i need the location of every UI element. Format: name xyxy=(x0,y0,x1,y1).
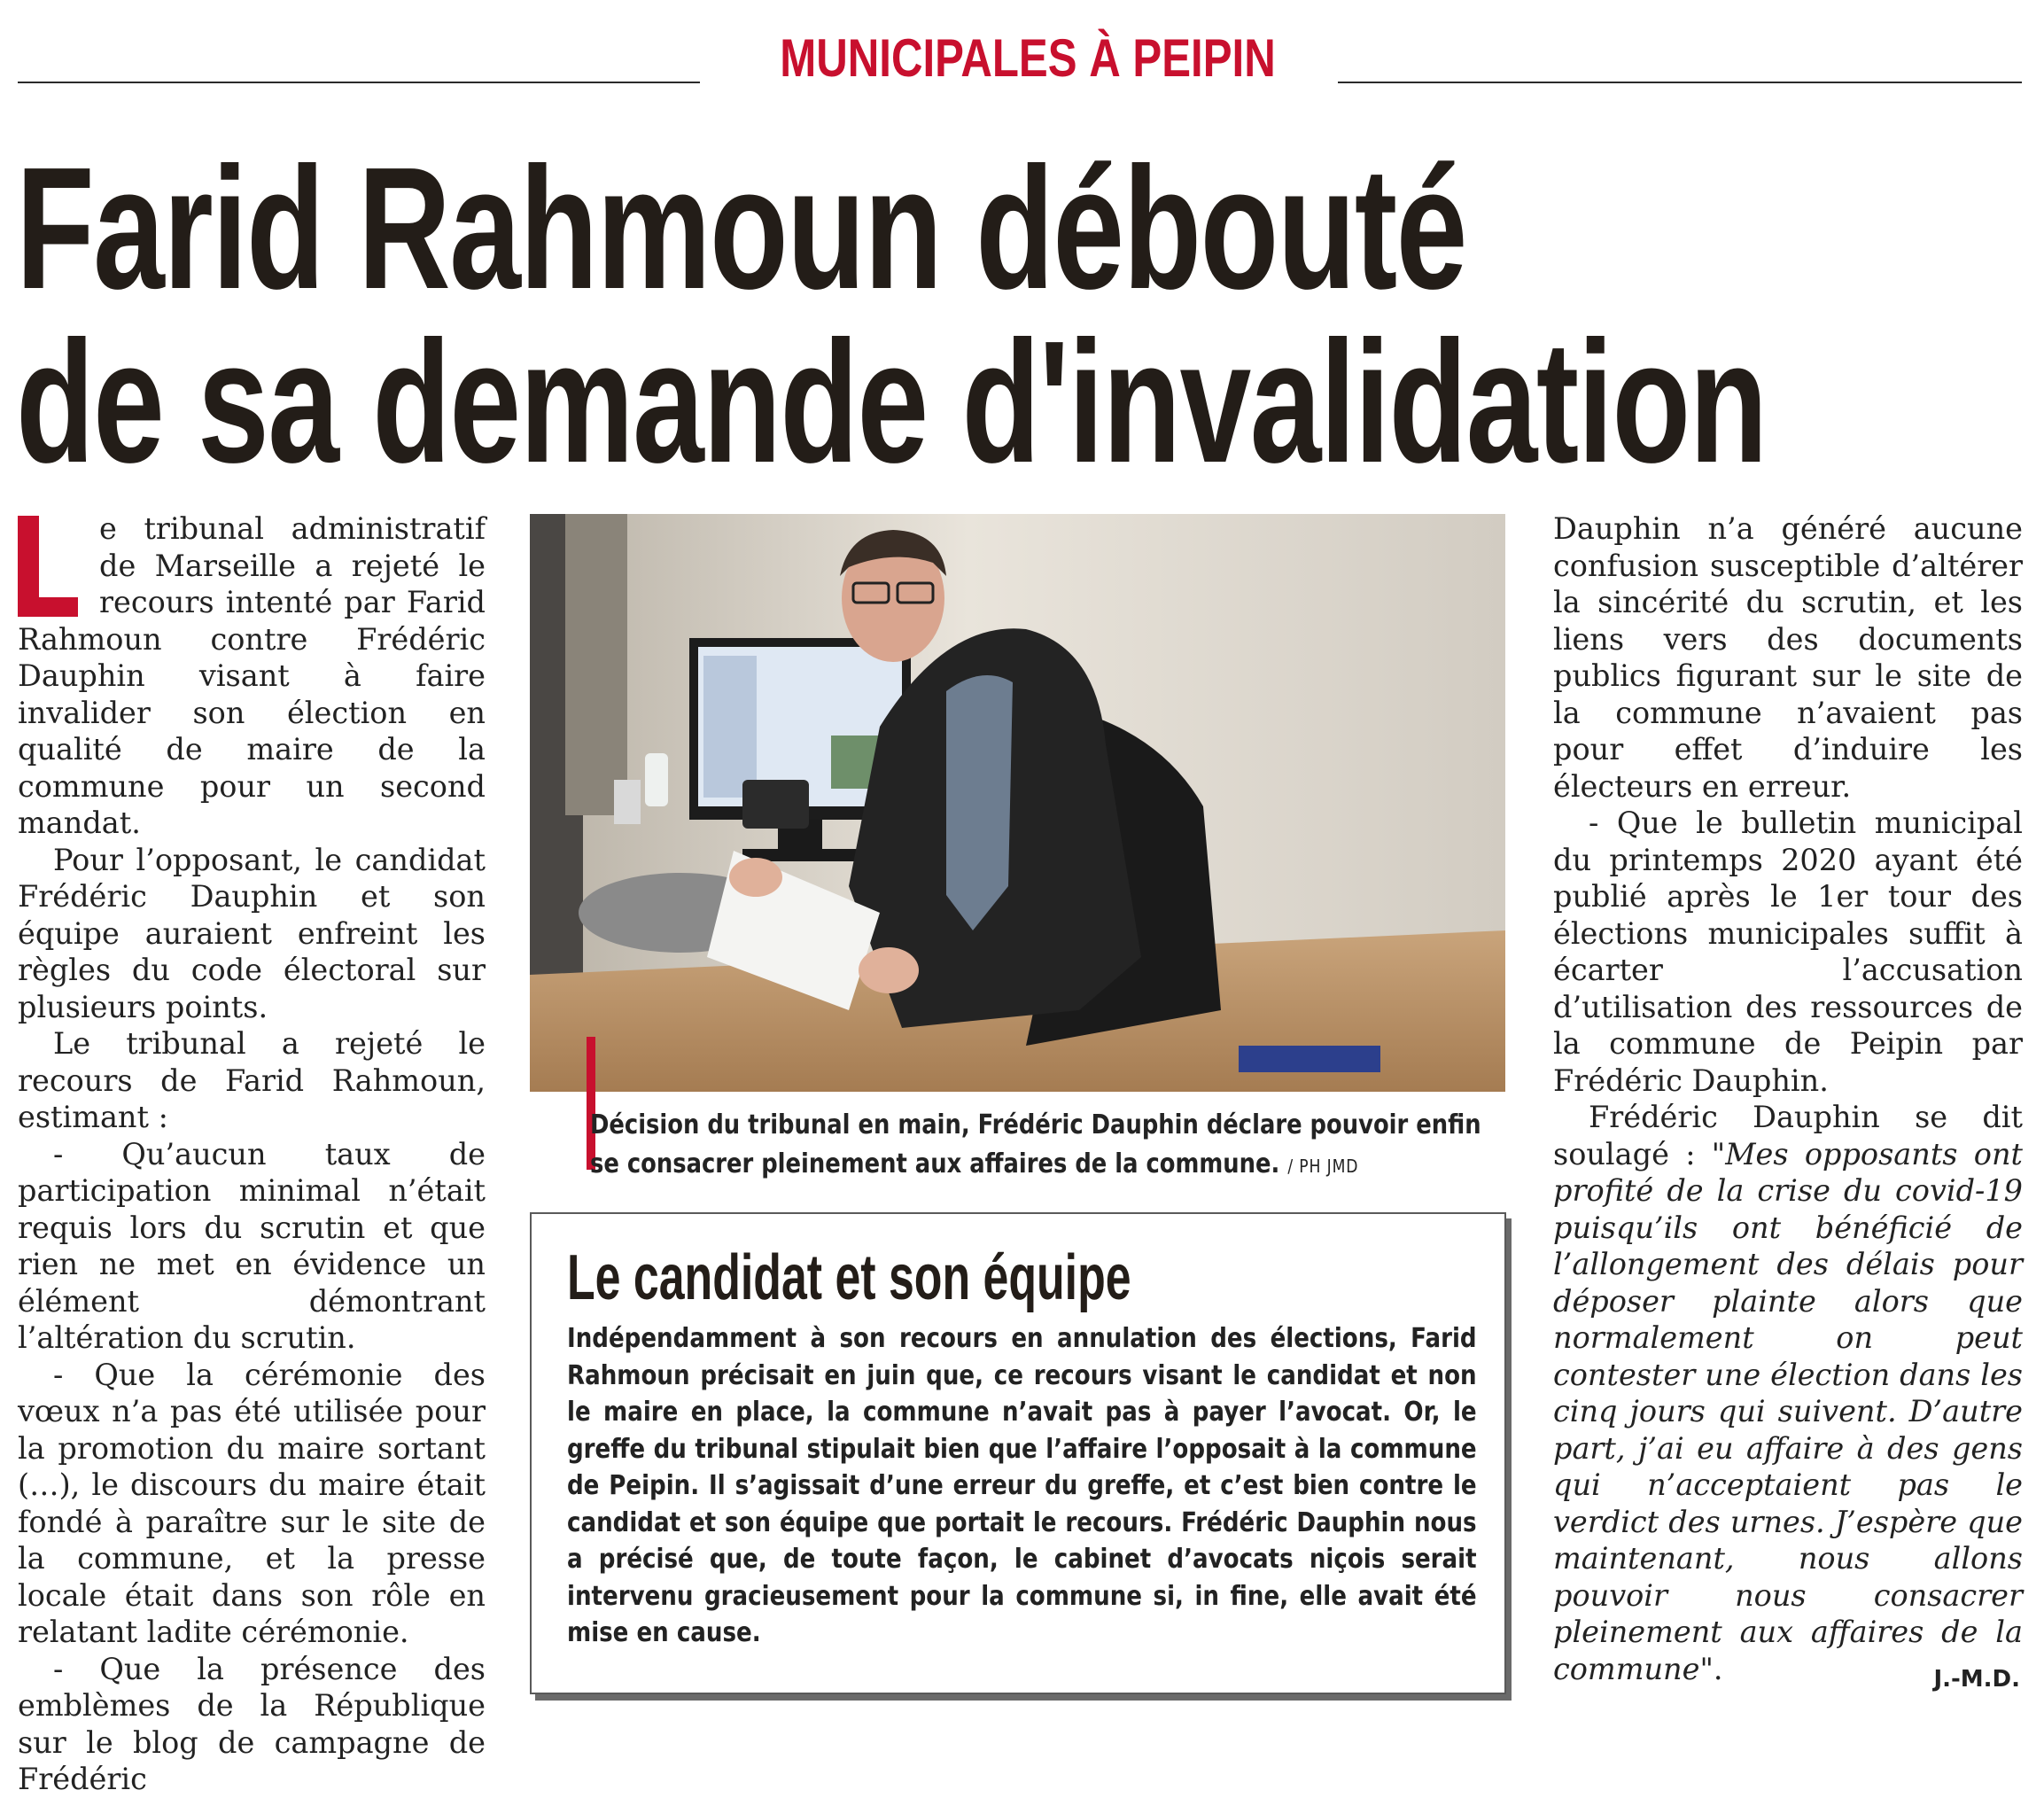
column3-paragraph-2: - Que le bulletin municipal du printemps 2020 ayant été publié après le 1er tour des élections municipales suffit à écarter l’accusation d’utilisation des ressources de la commune de Peipin par Frédéric Dauphin. xyxy=(1553,806,2023,1098)
column1-paragraph-3: Le tribunal a rejeté le recours de Farid Rahmoun, estimant : xyxy=(18,1026,486,1134)
headline-line-1: Farid Rahmoun débouté xyxy=(16,131,1466,325)
office-photo-illustration xyxy=(530,514,1505,1092)
column1-paragraph-6: - Que la présence des emblèmes de la République sur le blog de campagne de Frédéric xyxy=(18,1651,486,1796)
sidebar-box xyxy=(530,1212,1506,1694)
article-column-3 xyxy=(1553,510,2023,1687)
column1-text-1: e tribunal administratif de Marseille a rejeté le recours intenté par Farid Rahmoun contre Frédéric Dauphin visant à faire invalider son élection en qualité de maire de la commune pour un second mandat. xyxy=(18,511,486,840)
box-body: Indépendamment à son recours en annulation des élections, Farid Rahmoun précisait en juin que, ce recours visant le candidat et non le maire en place, la commune n’avait pas à payer l’avocat. Or, le greffe du tribunal stipulait bien que l’affaire l’opposait à la commune de Peipin. Il s’agissait d’une erreur du greffe, et c’est bien contre le candidat et son équipe que portait le recours. Frédéric Dauphin nous a précisé que, de toute façon, le cabinet d’avocats niçois serait intervenu gracieusement pour la commune si, in fine, elle avait été mise en cause. xyxy=(567,1323,1477,1648)
phone-icon xyxy=(742,780,809,829)
dropcap-l-glyph-icon xyxy=(18,516,78,617)
column1-paragraph-4: - Qu’aucun taux de participation minimal n’était requis lors du scrutin et que rien ne met en évidence un élément démontrant l’altération du scrutin. xyxy=(18,1136,486,1355)
scarf-icon xyxy=(946,675,1013,930)
column3-paragraph-3 xyxy=(1553,1099,2023,1687)
column1-paragraph-2: Pour l’opposant, le candidat Frédéric Dauphin et son équipe auraient enfreint les règles du code électoral sur plusieurs points. xyxy=(18,842,486,1024)
caption-text: Décision du tribunal en main, Frédéric Dauphin déclare pouvoir enfin se consacrer pleinement aux affaires de la commune. xyxy=(590,1109,1481,1179)
article-photo xyxy=(530,514,1505,1092)
column3-paragraph-1: Dauphin n’a généré aucune confusion susceptible d’altérer la sincérité du scrutin, et les liens vers des documents publics figurant sur le site de la commune n’avaient pas pour effet d’induire les électeurs en erreur. xyxy=(1553,511,2023,804)
box-title: Le candidat et son équipe xyxy=(567,1242,1131,1313)
dropcap-l xyxy=(18,516,78,617)
quote-end: ". xyxy=(1699,1651,1723,1686)
column1-paragraph-1 xyxy=(18,510,486,842)
section-rubric: MUNICIPALES À PEIPIN xyxy=(780,28,1276,88)
photo-caption xyxy=(590,1106,1512,1186)
photo-credit: / PH JMD xyxy=(1287,1156,1359,1177)
quote-lead: Frédéric Dauphin se dit soulagé : " xyxy=(1553,1100,2023,1171)
rubric-rule-left xyxy=(18,82,700,83)
quote-text: Mes opposants ont profité de la crise du covid-19 puisqu’ils ont bénéficié de l’allongement des délais pour déposer plainte alors que normalement on peut contester une élection dans les cinq jours qui suivent. D’autre part, j’ai eu affaire à des gens qui n’acceptaient pas le verdict des urnes. J’espère que maintenant, nous allons pouvoir nous consacrer pleinement aux affaires de la commune xyxy=(1553,1136,2023,1686)
headline xyxy=(16,131,1852,499)
article-column-1 xyxy=(18,510,486,1798)
headline-line-2: de sa demande d'invalidation xyxy=(16,305,1767,499)
author-signature: J.-M.D. xyxy=(1933,1666,2020,1693)
column1-paragraph-5: - Que la cérémonie des vœux n’a pas été utilisée pour la promotion du maire sortant (…), le discours du maire était fondé à paraître sur le site de la commune, et la presse locale était dans son rôle en relatant ladite cérémonie. xyxy=(18,1357,486,1649)
rubric-rule-right xyxy=(1338,82,2022,83)
